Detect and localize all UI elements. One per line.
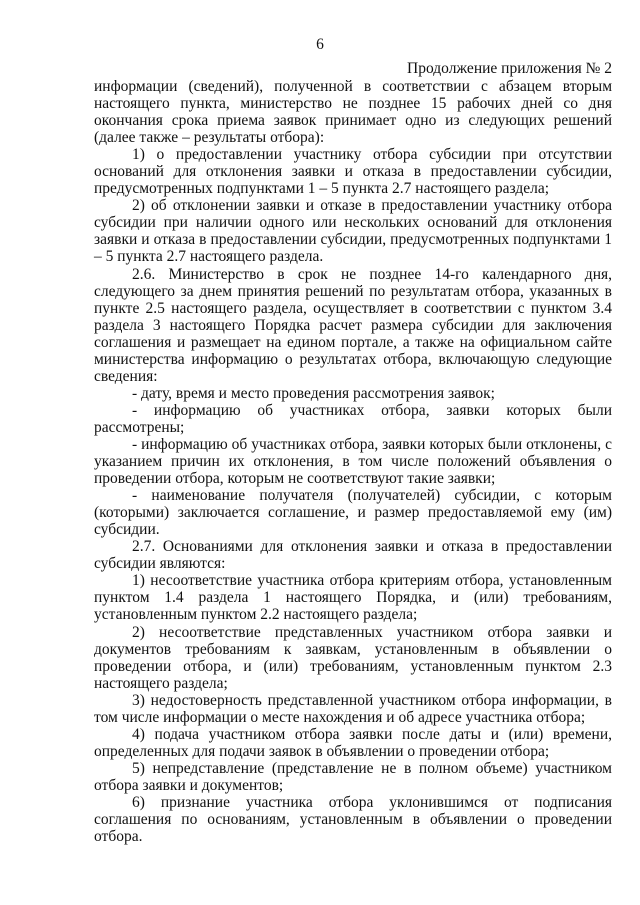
paragraph: 6) признание участника отбора уклонившимся от подписания соглашения по основаниям, установленным в объявлении о проведении отбора.: [94, 793, 612, 846]
paragraph: - информацию об участниках отбора, заявки которых были рассмотрены;: [94, 401, 612, 436]
page-number: 6: [316, 36, 324, 53]
paragraph: 1) о предоставлении участнику отбора субсидии при отсутствии оснований для отклонения заявки и отказа в предоставлении субсидии, предусмотренных подпунктами 1 – 5 пункта 2.7 настоящего раздела;: [94, 146, 612, 198]
paragraph: 1) несоответствие участника отбора критериям отбора, установленным пунктом 1.4 раздела 1 настоящего Порядка, и (или) требованиям, установленным пунктом 2.2 настоящего раздела;: [94, 572, 612, 624]
paragraph: 3) недостоверность представленной участником отбора информации, в том числе информации о месте нахождения и об адресе участника отбора;: [94, 691, 612, 726]
paragraph: 2.7. Основаниями для отклонения заявки и отказа в предоставлении субсидии являются:: [94, 538, 612, 573]
paragraph: - информацию об участниках отбора, заявки которых были отклонены, с указанием причин их отклонения, в том числе положений объявления о проведении отбора, которым не соответствуют такие заявки;: [94, 435, 612, 488]
paragraph: 4) подача участником отбора заявки после даты и (или) времени, определенных для подачи заявок в объявлении о проведении отбора;: [94, 725, 612, 760]
appendix-continuation-note: Продолжение приложения № 2: [407, 60, 612, 77]
paragraph: 2) об отклонении заявки и отказе в предоставлении участнику отбора субсидии при наличии одного или нескольких оснований для отклонения заявки и отказа в предоставлении субсидии, предусмотренных подпунктами 1 – 5 пункта 2.7 настоящего раздела.: [94, 197, 612, 266]
paragraph: - наименование получателя (получателей) субсидии, с которым (которыми) заключается соглашение, и размер предоставляемой ему (им) субсидии.: [94, 487, 612, 539]
paragraph: - дату, время и место проведения рассмотрения заявок;: [132, 384, 495, 402]
paragraph: 2.6. Министерство в срок не позднее 14-го календарного дня, следующего за днем принятия решений по результатам отбора, указанных в пункте 2.5 настоящего раздела, осуществляет в соответствии с пунктом 3.4 раздела 3 настоящего Порядка расчет размера субсидии для заключения соглашения и размещает на едином портале, а также на официальном сайте министерства информацию о результатах отбора, включающую следующие сведения:: [94, 265, 612, 385]
document-body: [94, 78, 612, 845]
paragraph: 2) несоответствие представленных участником отбора заявки и документов требованиям к заявкам, установленным в объявлении о проведении отбора, и (или) требованиям, установленным пунктом 2.3 настоящего раздела;: [94, 623, 612, 692]
paragraph: информации (сведений), полученной в соответствии с абзацем вторым настоящего пункта, министерство не позднее 15 рабочих дней со дня окончания срока приема заявок принимает одно из следующих решений (далее также – результаты отбора):: [94, 78, 612, 147]
paragraph: 5) непредставление (представление не в полном объеме) участником отбора заявки и документов;: [94, 759, 612, 794]
